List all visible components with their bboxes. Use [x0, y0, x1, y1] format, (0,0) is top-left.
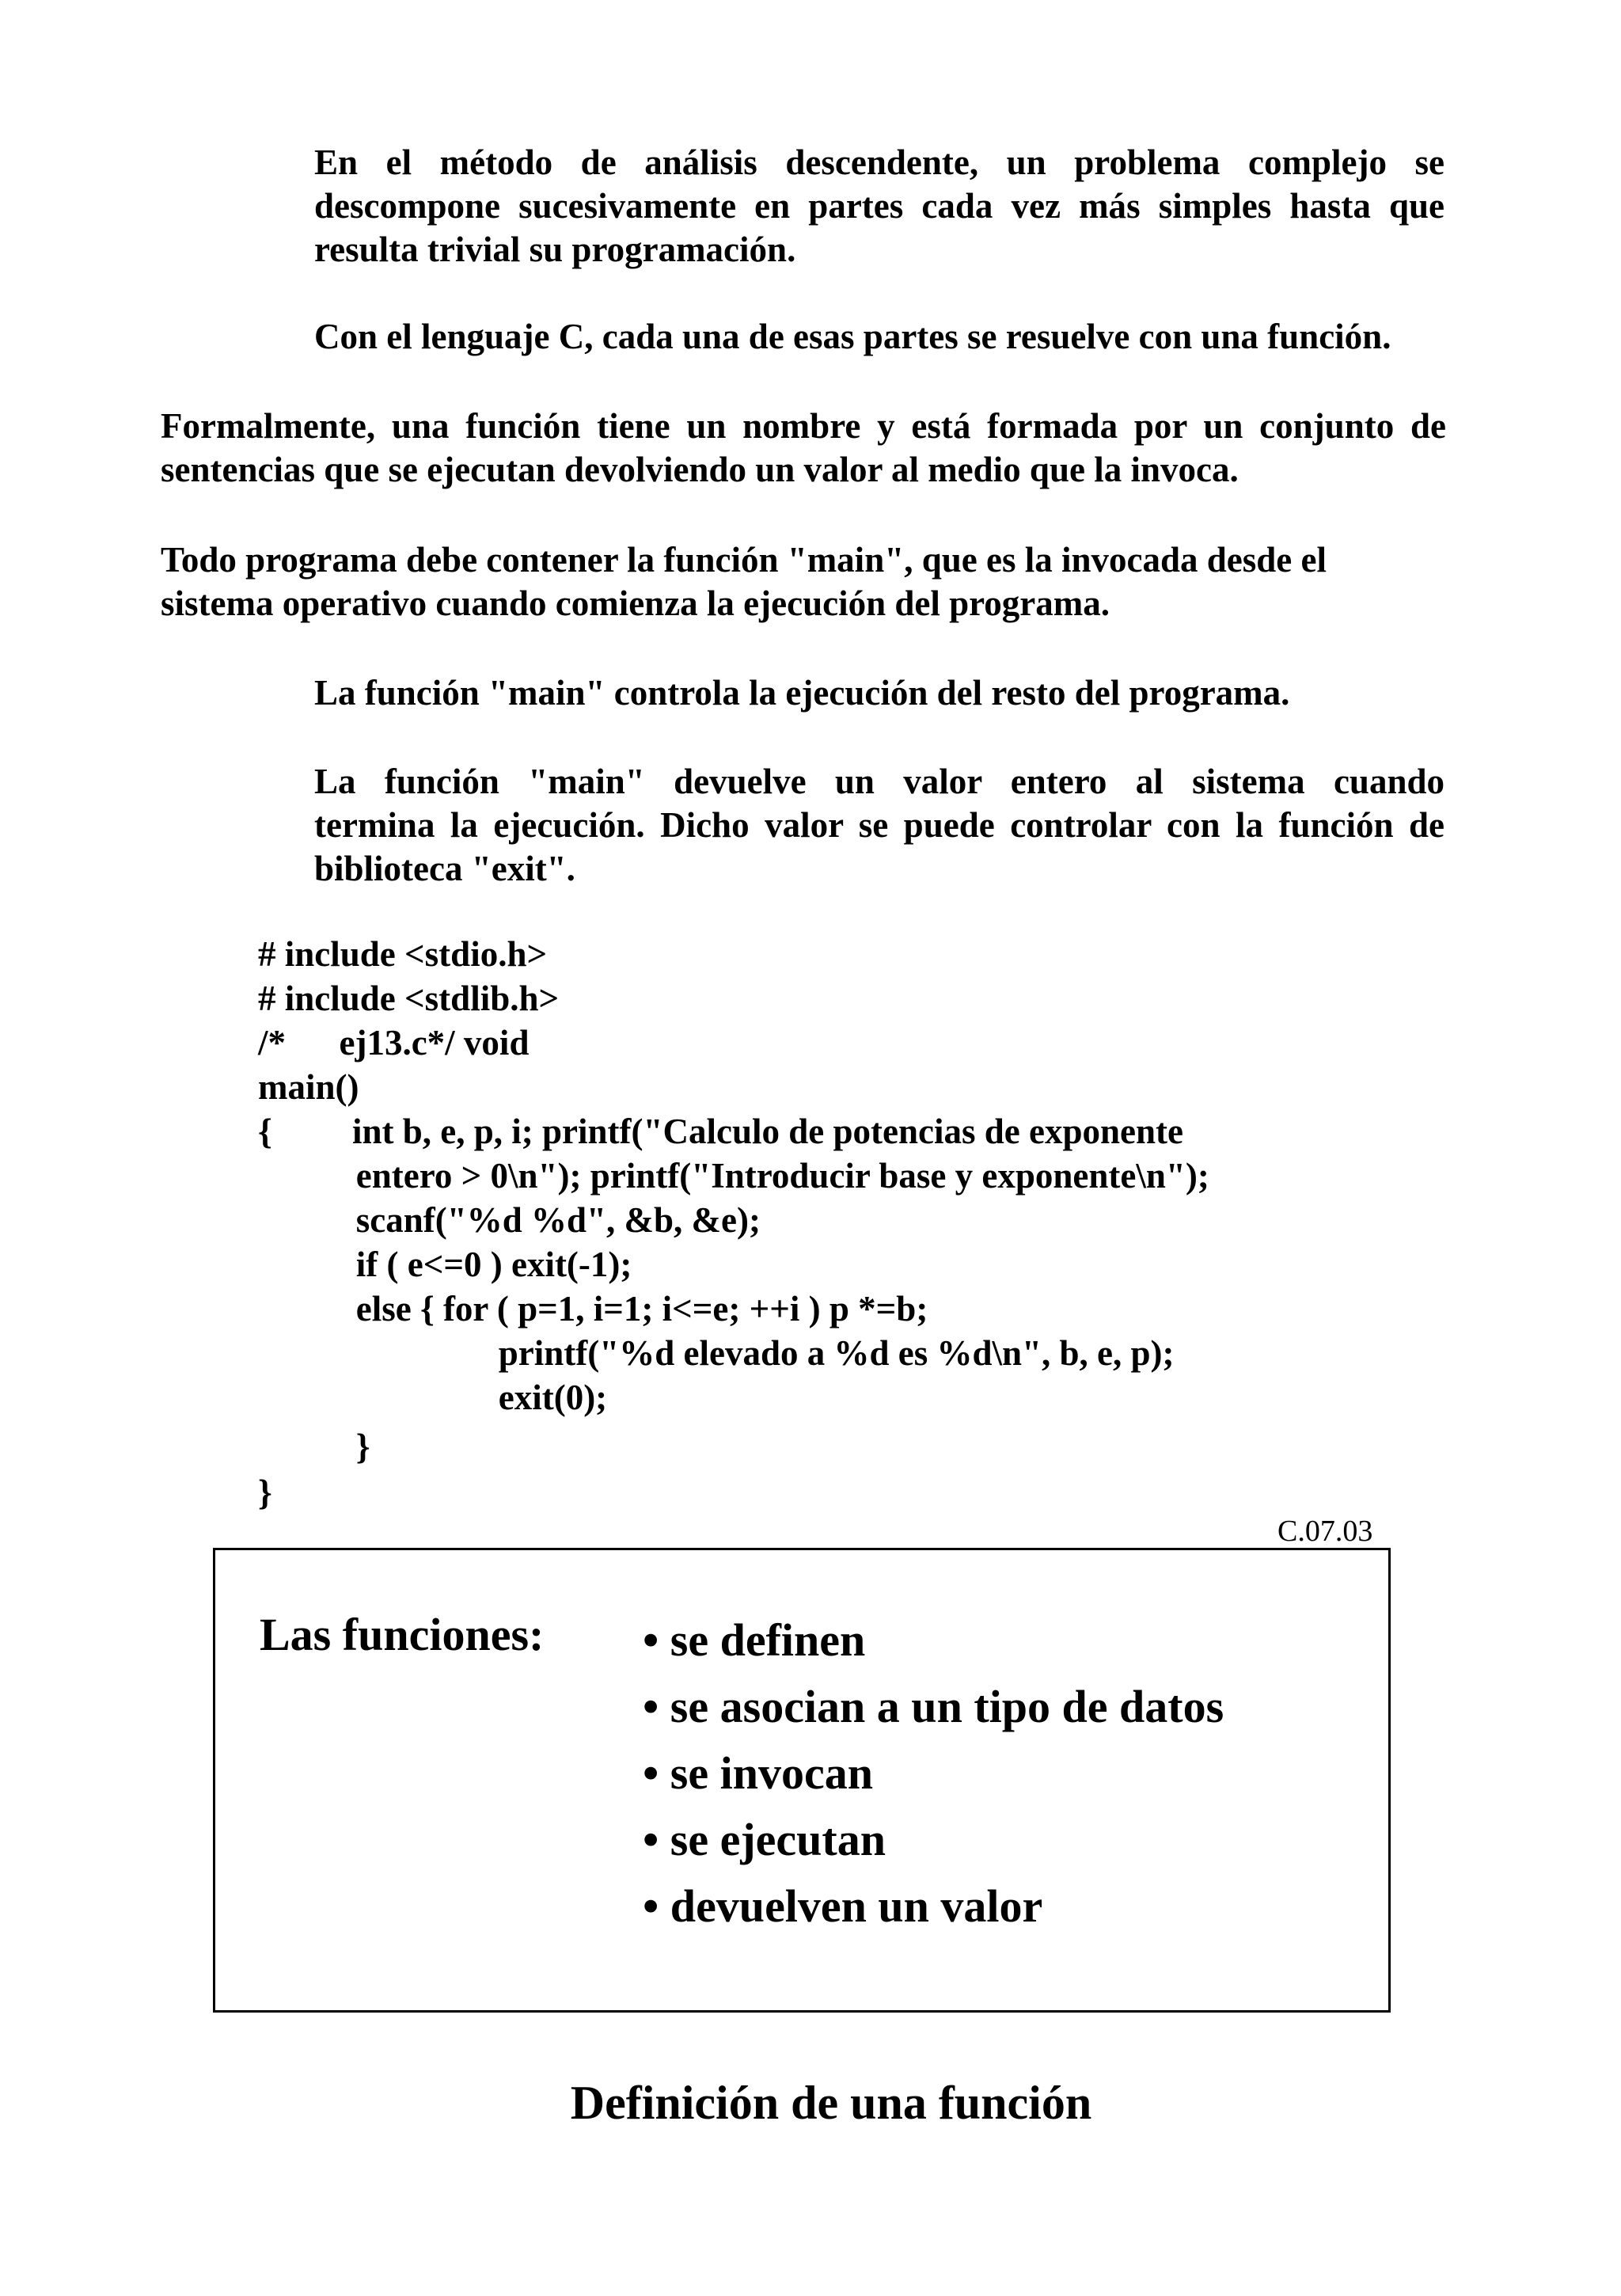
- code-line: exit(0);: [258, 1378, 608, 1417]
- paragraph-line: termina la ejecución. Dicho valor se puede controlar con la función de: [314, 805, 1444, 845]
- list-item: • se asocian a un tipo de datos: [643, 1681, 1224, 1732]
- paragraph-line: La función "main" devuelve un valor entero al sistema cuando: [314, 762, 1444, 801]
- code-line: printf("%d elevado a %d es %d\n", b, e, p);: [258, 1333, 1175, 1373]
- paragraph-line: En el método de análisis descendente, un problema complejo se: [314, 143, 1444, 182]
- paragraph-line: Formalmente, una función tiene un nombre y está formada por un conjunto de: [161, 406, 1446, 446]
- code-line: /* ej13.c*/ void: [258, 1023, 530, 1062]
- list-item: • se definen: [643, 1614, 866, 1666]
- paragraph-main-controls: La función "main" controla la ejecución del resto del programa.: [314, 673, 1290, 713]
- slide-title: Definición de una función: [570, 2077, 1092, 2129]
- paragraph-line: descompone sucesivamente en partes cada vez más simples hasta que: [314, 186, 1444, 226]
- code-line: if ( e<=0 ) exit(-1);: [258, 1245, 632, 1284]
- slide-box: [213, 1548, 1391, 2013]
- code-line: # include <stdio.h>: [258, 934, 548, 974]
- paragraph-line: biblioteca "exit".: [314, 849, 575, 888]
- code-line: }: [258, 1473, 272, 1512]
- box-label: Las funciones:: [260, 1609, 545, 1660]
- list-item: • devuelven un valor: [643, 1880, 1043, 1932]
- code-line: entero > 0\n"); printf("Introducir base y exponente\n");: [258, 1156, 1209, 1196]
- paragraph-line: sistema operativo cuando comienza la ejecución del programa.: [161, 584, 1110, 623]
- paragraph-line: sentencias que se ejecutan devolviendo un valor al medio que la invoca.: [161, 450, 1239, 489]
- paragraph-c-functions: Con el lenguaje C, cada una de esas partes se resuelve con una función.: [314, 317, 1391, 356]
- feature-list: [643, 1607, 1224, 1940]
- list-item: • se ejecutan: [643, 1814, 886, 1865]
- slide-code: C.07.03: [1277, 1515, 1373, 1548]
- paragraph-line: Todo programa debe contener la función "main", que es la invocada desde el: [161, 540, 1327, 580]
- code-line: # include <stdlib.h>: [258, 979, 560, 1018]
- code-line: scanf("%d %d", &b, &e);: [258, 1200, 761, 1240]
- code-line: }: [258, 1427, 370, 1466]
- list-item: • se invocan: [643, 1747, 873, 1799]
- code-line: else { for ( p=1, i=1; i<=e; ++i ) p *=b;: [258, 1289, 928, 1329]
- code-line: main(): [258, 1067, 359, 1107]
- code-line: { int b, e, p, i; printf("Calculo de potencias de exponente: [258, 1112, 1183, 1151]
- paragraph-line: resulta trivial su programación.: [314, 230, 796, 269]
